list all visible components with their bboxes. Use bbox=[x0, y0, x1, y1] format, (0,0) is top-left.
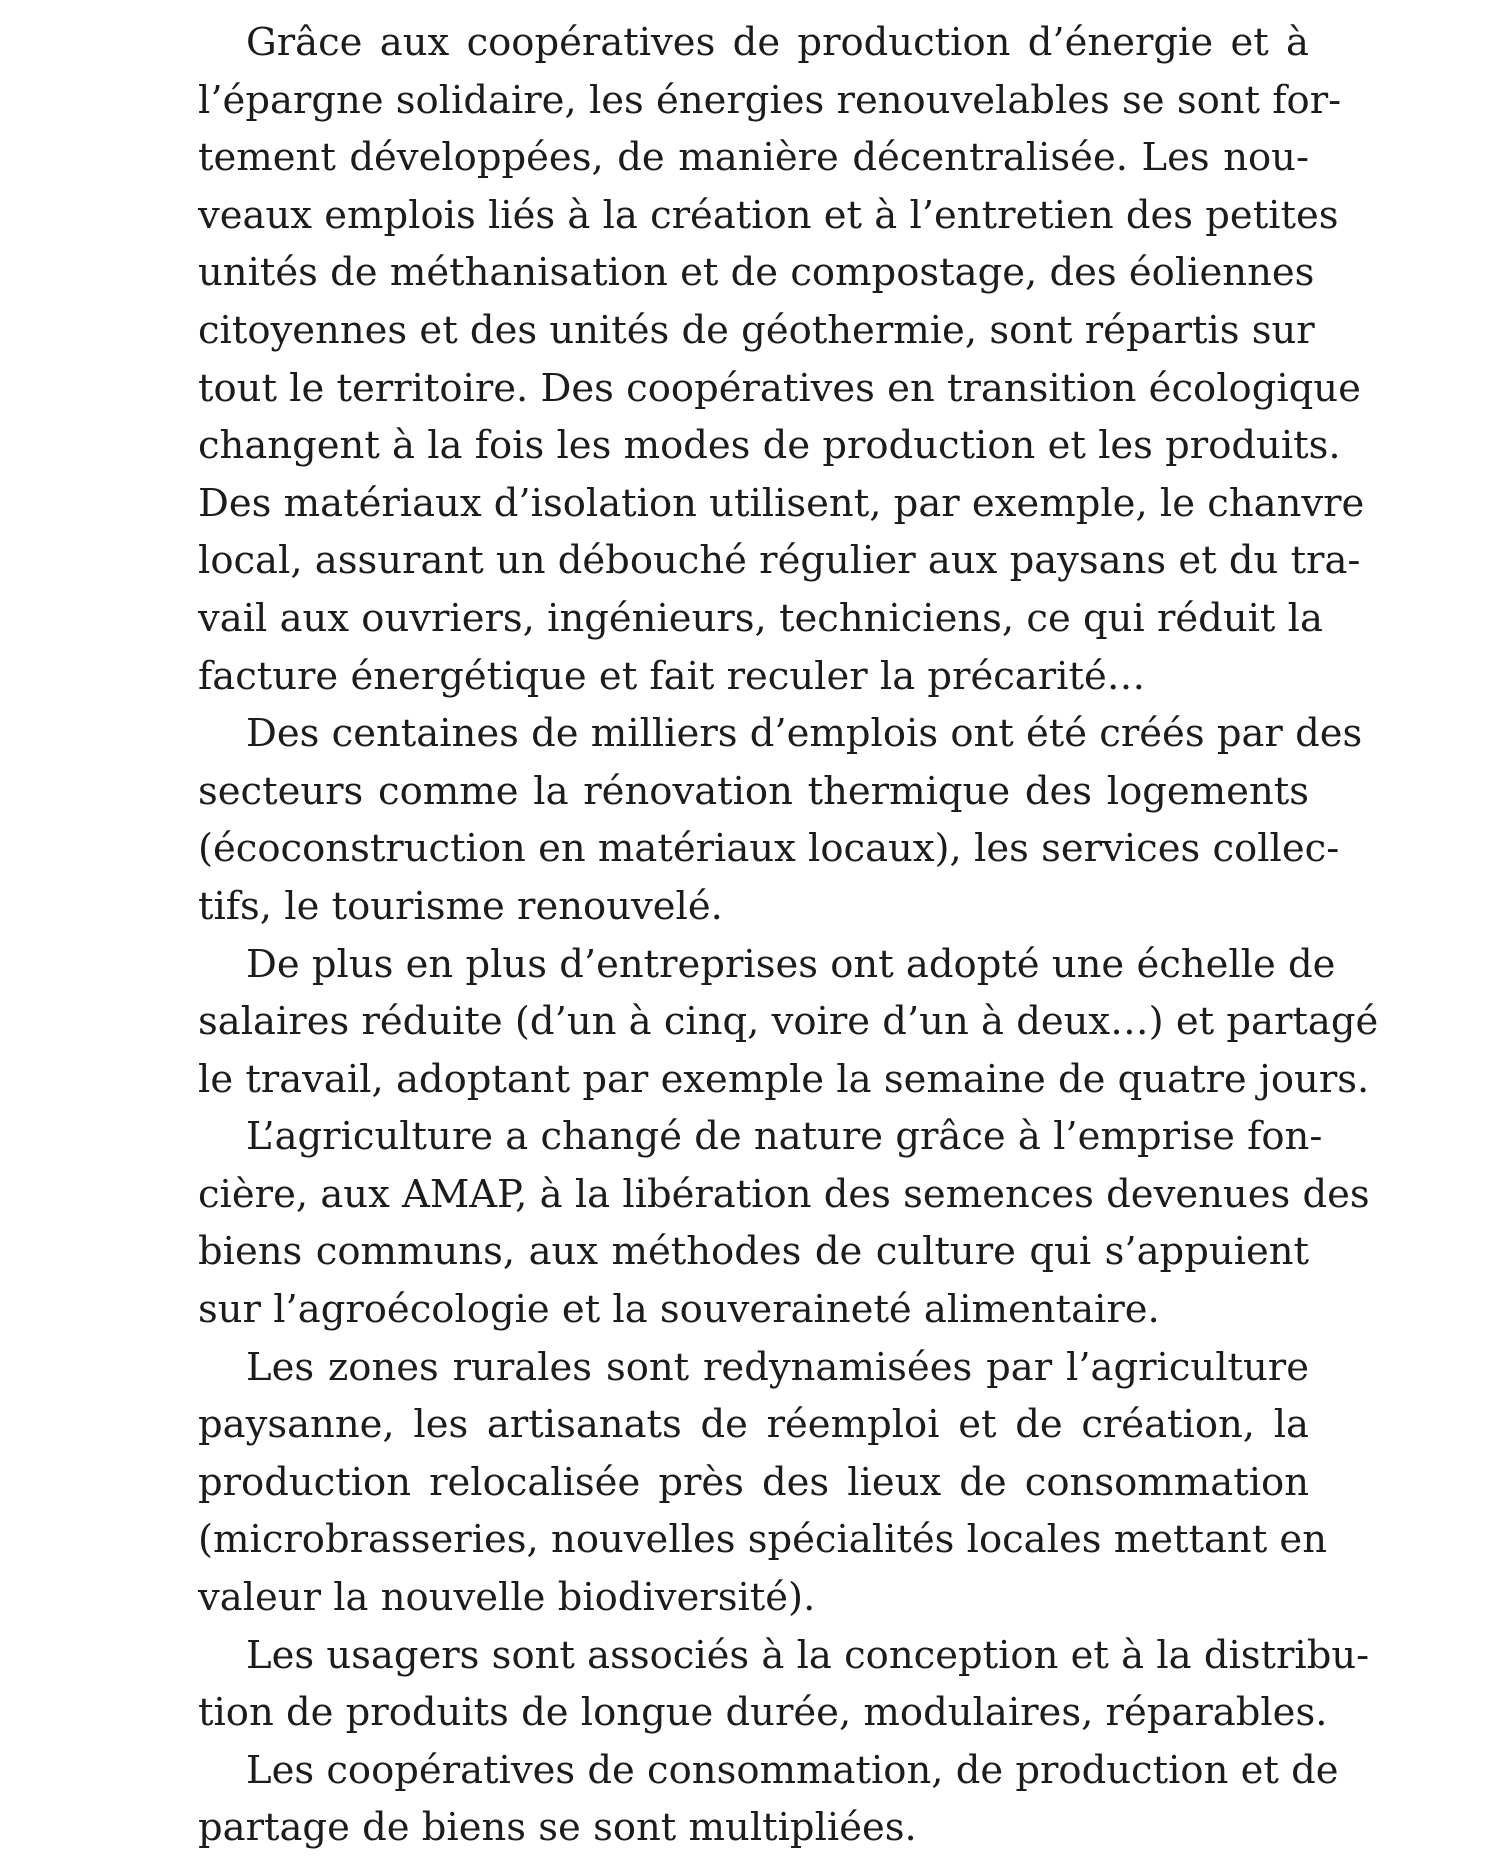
text-line: production relocalisée près des lieux de consommation bbox=[198, 1459, 1309, 1505]
paragraph-salaries bbox=[198, 936, 1379, 1109]
text-line: L’agriculture a changé de nature grâce à l’emprise fon- bbox=[246, 1114, 1323, 1160]
text-line: unités de méthanisation et de compostage, des éoliennes bbox=[198, 250, 1315, 296]
text-line: Des matériaux d’isolation utilisent, par exemple, le chanvre bbox=[198, 480, 1365, 526]
paragraph-renewable-energy bbox=[198, 14, 1365, 705]
text-line: l’épargne solidaire, les énergies renouvelables se sont for- bbox=[198, 77, 1342, 123]
text-line: tion de produits de longue durée, modulaires, réparables. bbox=[198, 1690, 1328, 1736]
text-line: citoyennes et des unités de géothermie, sont répartis sur bbox=[198, 307, 1315, 353]
text-line: biens communs, aux méthodes de culture qui s’appuient bbox=[198, 1229, 1309, 1275]
text-line: Les usagers sont associés à la conception et à la distribu- bbox=[246, 1632, 1370, 1678]
paragraph-agriculture bbox=[198, 1108, 1370, 1338]
text-line: De plus en plus d’entreprises ont adopté une échelle de bbox=[246, 941, 1336, 987]
text-line: (écoconstruction en matériaux locaux), les services collec- bbox=[198, 826, 1340, 872]
text-line: salaires réduite (d’un à cinq, voire d’un à deux…) et partagé bbox=[198, 999, 1379, 1045]
text-line: valeur la nouvelle biodiversité). bbox=[198, 1575, 816, 1621]
text-line: local, assurant un débouché régulier aux paysans et du tra- bbox=[198, 538, 1361, 584]
text-line: tifs, le tourisme renouvelé. bbox=[198, 883, 723, 929]
paragraph-users bbox=[198, 1627, 1370, 1742]
text-line: Les coopératives de consommation, de production et de bbox=[246, 1747, 1339, 1793]
text-line: (microbrasseries, nouvelles spécialités locales mettant en bbox=[198, 1517, 1328, 1563]
text-line: sur l’agroécologie et la souveraineté alimentaire. bbox=[198, 1287, 1160, 1333]
text-line: paysanne, les artisanats de réemploi et de création, la bbox=[198, 1402, 1309, 1448]
text-line: Les zones rurales sont redynamisées par l’agriculture bbox=[246, 1344, 1309, 1390]
text-line: tout le territoire. Des coopératives en transition écologique bbox=[198, 365, 1361, 411]
text-line: le travail, adoptant par exemple la semaine de quatre jours. bbox=[198, 1056, 1370, 1102]
text-line: secteurs comme la rénovation thermique des logements bbox=[198, 768, 1309, 814]
text-line: facture énergétique et fait reculer la précarité… bbox=[198, 653, 1146, 699]
text-line: Des centaines de milliers d’emplois ont été créés par des bbox=[246, 711, 1363, 757]
text-line: vail aux ouvriers, ingénieurs, techniciens, ce qui réduit la bbox=[198, 595, 1323, 641]
document-page bbox=[198, 14, 1379, 1857]
text-line: cière, aux AMAP, à la libération des semences devenues des bbox=[198, 1171, 1370, 1217]
text-line: veaux emplois liés à la création et à l’entretien des petites bbox=[198, 192, 1339, 238]
paragraph-rural-zones bbox=[198, 1339, 1328, 1627]
text-line: changent à la fois les modes de production et les produits. bbox=[198, 423, 1341, 469]
text-line: partage de biens se sont multipliées. bbox=[198, 1805, 917, 1851]
paragraph-cooperatives bbox=[198, 1742, 1339, 1857]
text-line: Grâce aux coopératives de production d’énergie et à bbox=[246, 20, 1309, 65]
paragraph-jobs bbox=[198, 705, 1363, 935]
text-line: tement développées, de manière décentralisée. Les nou- bbox=[198, 135, 1309, 181]
